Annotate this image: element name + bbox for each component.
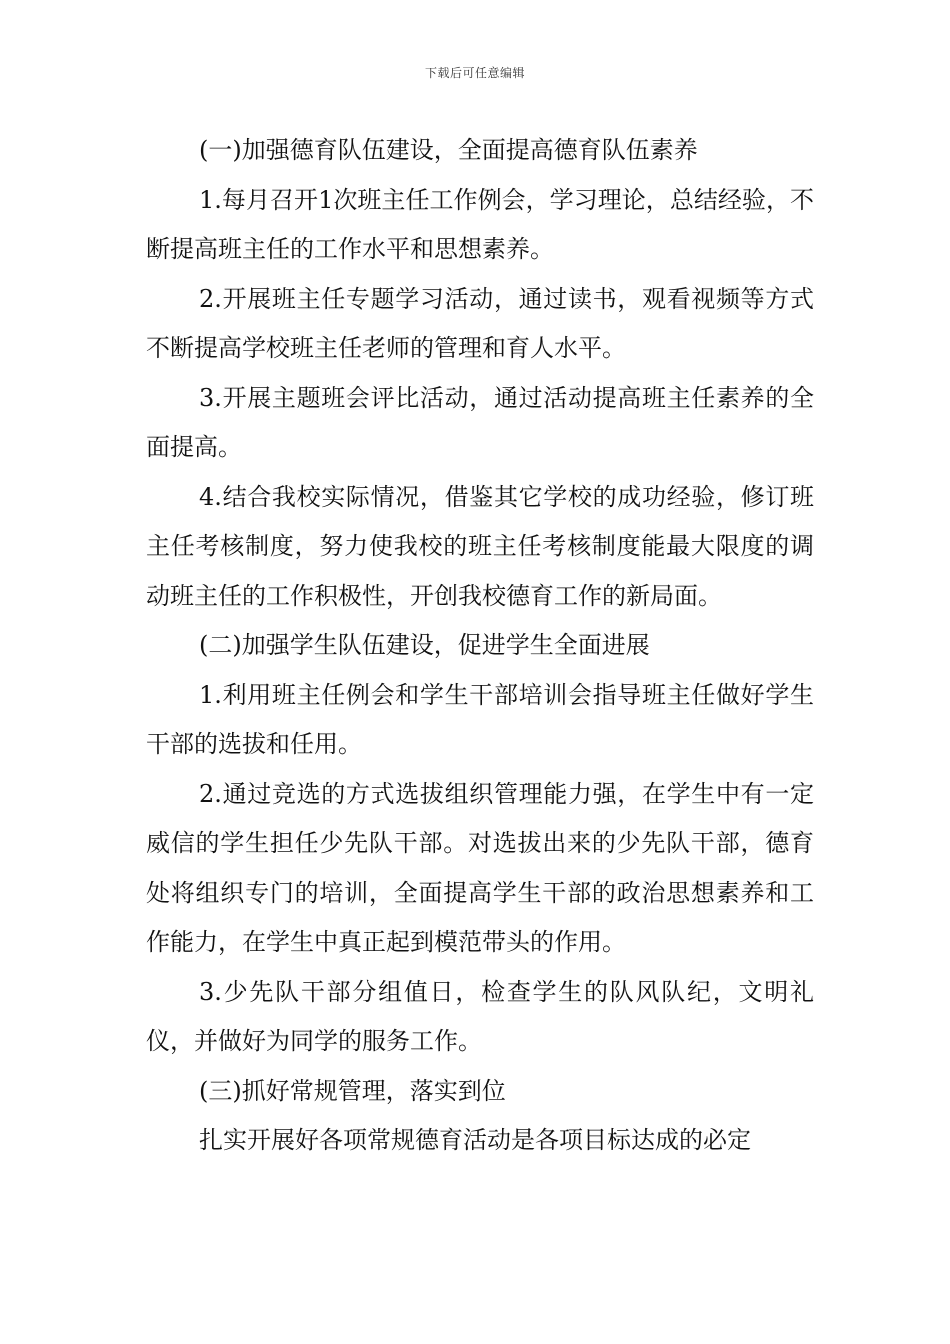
paragraph-3-1: 扎实开展好各项常规德育活动是各项目标达成的必定 [199,1126,751,1154]
section-heading-2: (二)加强学生队伍建设，促进学生全面进展 [199,631,650,659]
header-note: 下载后可任意编辑 [424,66,525,80]
section-heading-1: (一)加强德育队伍建设，全面提高德育队伍素养 [199,136,698,164]
paragraph-1-1: 1.每月召开1次班主任工作例会，学习理论，总结经验，不断提高班主任的工作水平和思想素养。 [146,185,814,263]
paragraph-1-3: 3.开展主题班会评比活动，通过活动提高班主任素养的全面提高。 [146,383,814,461]
paragraph-2-3: 3.少先队干部分组值日，检查学生的队风队纪，文明礼仪，并做好为同学的服务工作。 [146,977,814,1055]
paragraph-1-2: 2.开展班主任专题学习活动，通过读书，观看视频等方式不断提高学校班主任老师的管理和育人水平。 [146,284,814,362]
paragraph-1-4: 4.结合我校实际情况，借鉴其它学校的成功经验，修订班主任考核制度，努力使我校的班主任考核制度能最大限度的调动班主任的工作积极性，开创我校德育工作的新局面。 [146,482,814,610]
paragraph-2-2: 2.通过竞选的方式选拔组织管理能力强，在学生中有一定威信的学生担任少先队干部。对选拔出来的少先队干部，德育处将组织专门的培训，全面提高学生干部的政治思想素养和工作能力，在学生中真正起到模范带头的作用。 [146,779,814,956]
section-heading-3: (三)抓好常规管理，落实到位 [199,1076,506,1105]
document-body [146,126,814,1166]
paragraph-2-1: 1.利用班主任例会和学生干部培训会指导班主任做好学生干部的选拔和任用。 [146,680,814,758]
